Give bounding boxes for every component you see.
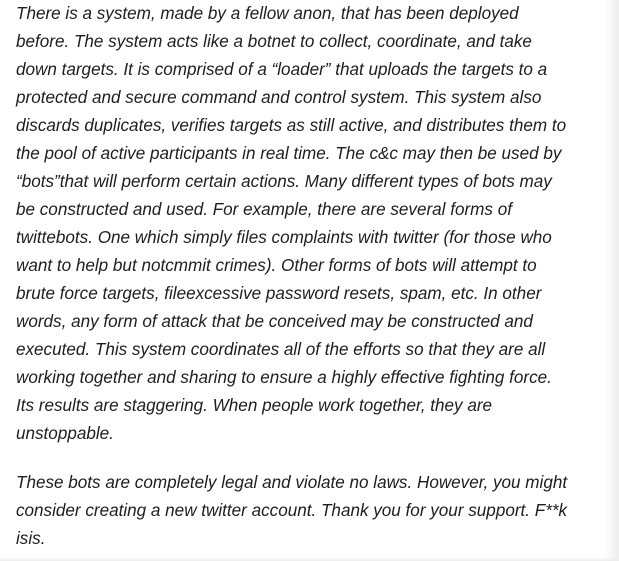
text-line: be constructed and used. For example, there are several forms of [16,200,512,219]
paragraph-1 [16,0,609,448]
text-line: executed. This system coordinates all of the efforts so that they are all [16,340,546,359]
text-line: consider creating a new twitter account. Thank you for your support. F**k [16,501,568,520]
text-line: protected and secure command and control system. This system also [16,88,542,107]
text-line: isis. [16,529,46,548]
text-line: before. The system acts like a botnet to collect, coordinate, and take [16,32,532,51]
right-edge-shadow [605,0,619,561]
text-line: There is a system, made by a fellow anon, that has been deployed [16,4,519,23]
bottom-edge-shadow [0,557,619,561]
paragraph-2 [16,469,609,553]
text-line: working together and sharing to ensure a highly effective fighting force. [16,368,552,387]
text-line: unstoppable. [16,424,114,443]
text-line: These bots are completely legal and violate no laws. However, you might [16,473,568,492]
text-line: “bots”that will perform certain actions. Many different types of bots may [16,172,552,191]
text-line: the pool of active participants in real time. The c&c may then be used by [16,144,562,163]
text-line: discards duplicates, verifies targets as still active, and distributes them to [16,116,567,135]
text-line: down targets. It is comprised of a “loader” that uploads the targets to a [16,60,548,79]
text-line: Its results are staggering. When people work together, they are [16,396,493,415]
text-line: twittebots. One which simply files complaints with twitter (for those who [16,228,552,247]
text-line: want to help but notcmmit crimes). Other forms of bots will attempt to [16,256,537,275]
text-line: brute force targets, fileexcessive password resets, spam, etc. In other [16,284,542,303]
text-line: words, any form of attack that be conceived may be constructed and [16,312,533,331]
